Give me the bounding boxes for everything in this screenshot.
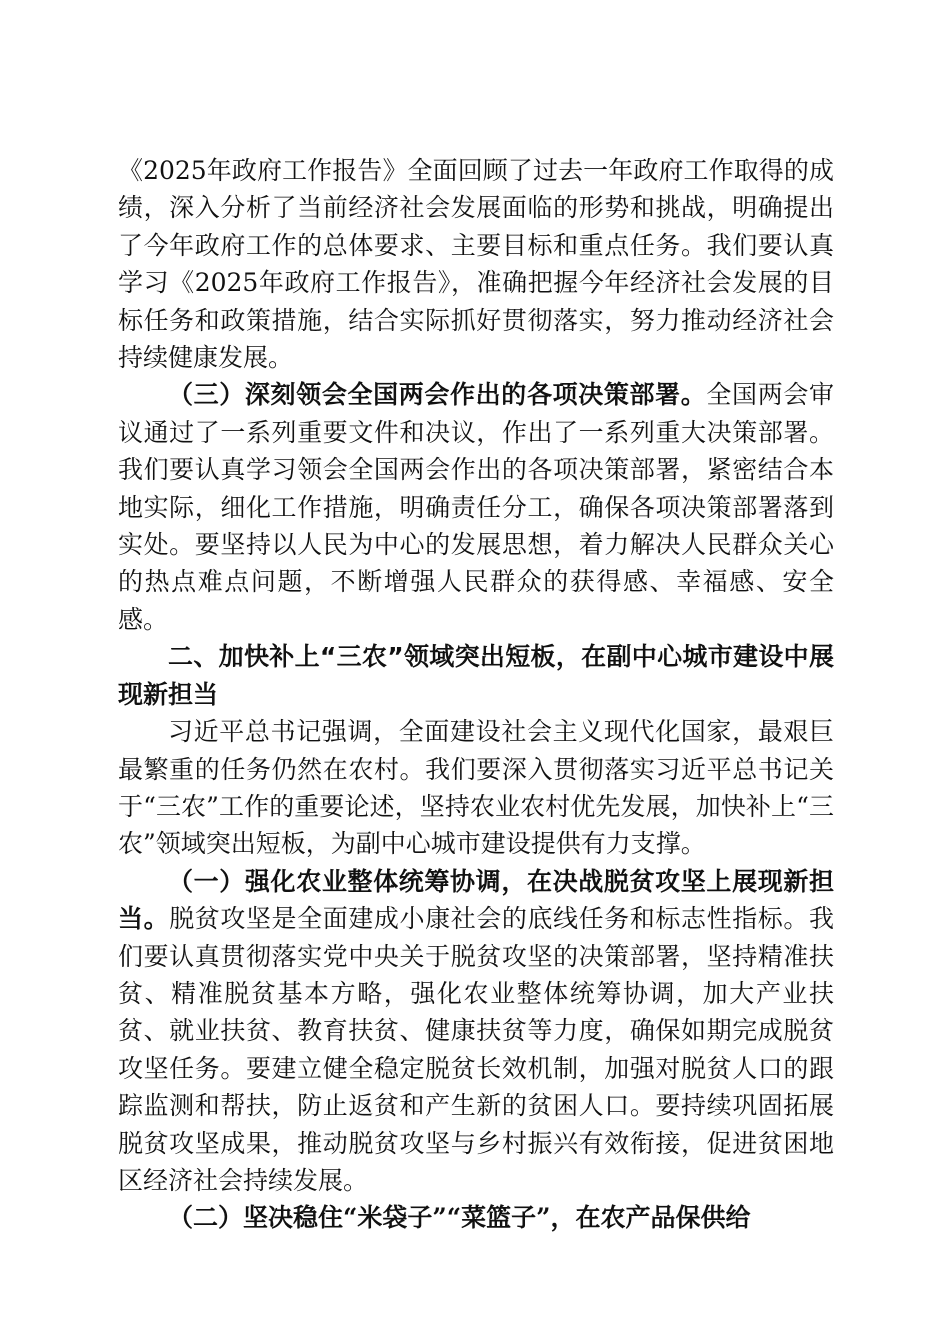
paragraph-lead: （三）深刻领会全国两会作出的各项决策部署。 xyxy=(168,380,707,410)
paragraph-lead: （二）坚决稳住“米袋子”“菜篮子”，在农产品保供给 xyxy=(168,1203,751,1233)
paragraph-section-three xyxy=(118,376,834,638)
section-heading-two xyxy=(118,638,834,713)
paragraph-text: 《2025年政府工作报告》全面回顾了过去一年政府工作取得的成绩，深入分析了当前经济社会发展面临的形势和挑战，明确提出了今年政府工作的总体要求、主要目标和重点任务。我们要认真学习《2025年政府工作报告》，准确把握今年经济社会发展的目标任务和政策措施，结合实际抓好贯彻落实，努力推动经济社会持续健康发展。 xyxy=(118,156,834,373)
paragraph-subsection-one xyxy=(118,863,834,1200)
paragraph-subsection-two xyxy=(118,1199,834,1236)
paragraph-text: 习近平总书记强调，全面建设社会主义现代化国家，最艰巨最繁重的任务仍然在农村。我们要深入贯彻落实习近平总书记关于“三农”工作的重要论述，坚持农业农村优先发展，加快补上“三农”领域突出短板，为副中心城市建设提供有力支撑。 xyxy=(118,717,834,859)
paragraph-text: 全国两会审议通过了一系列重要文件和决议，作出了一系列重大决策部署。我们要认真学习领会全国两会作出的各项决策部署，紧密结合本地实际，细化工作措施，明确责任分工，确保各项决策部署落到实处。要坚持以人民为中心的发展思想，着力解决人民群众关心的热点难点问题，不断增强人民群众的获得感、幸福感、安全感。 xyxy=(118,380,834,634)
paragraph-lead: （一）强化农业整体统筹协调，在决战脱贫攻坚上展现新担当。 xyxy=(118,866,834,934)
paragraph-text: 脱贫攻坚是全面建成小康社会的底线任务和标志性指标。我们要认真贯彻落实党中央关于脱贫攻坚的决策部署，坚持精准扶贫、精准脱贫基本方略，强化农业整体统筹协调，加大产业扶贫、就业扶贫、教育扶贫、健康扶贫等力度，确保如期完成脱贫攻坚任务。要建立健全稳定脱贫长效机制，加强对脱贫人口的跟踪监测和帮扶，防止返贫和产生新的贫困人口。要持续巩固拓展脱贫攻坚成果，推动脱贫攻坚与乡村振兴有效衔接，促进贫困地区经济社会持续发展。 xyxy=(118,904,834,1195)
heading-text: 二、加快补上“三农”领域突出短板，在副中心城市建设中展现新担当 xyxy=(118,642,834,709)
document-body xyxy=(118,152,834,1237)
paragraph-report-review xyxy=(118,152,834,376)
paragraph-rural-intro xyxy=(118,713,834,863)
